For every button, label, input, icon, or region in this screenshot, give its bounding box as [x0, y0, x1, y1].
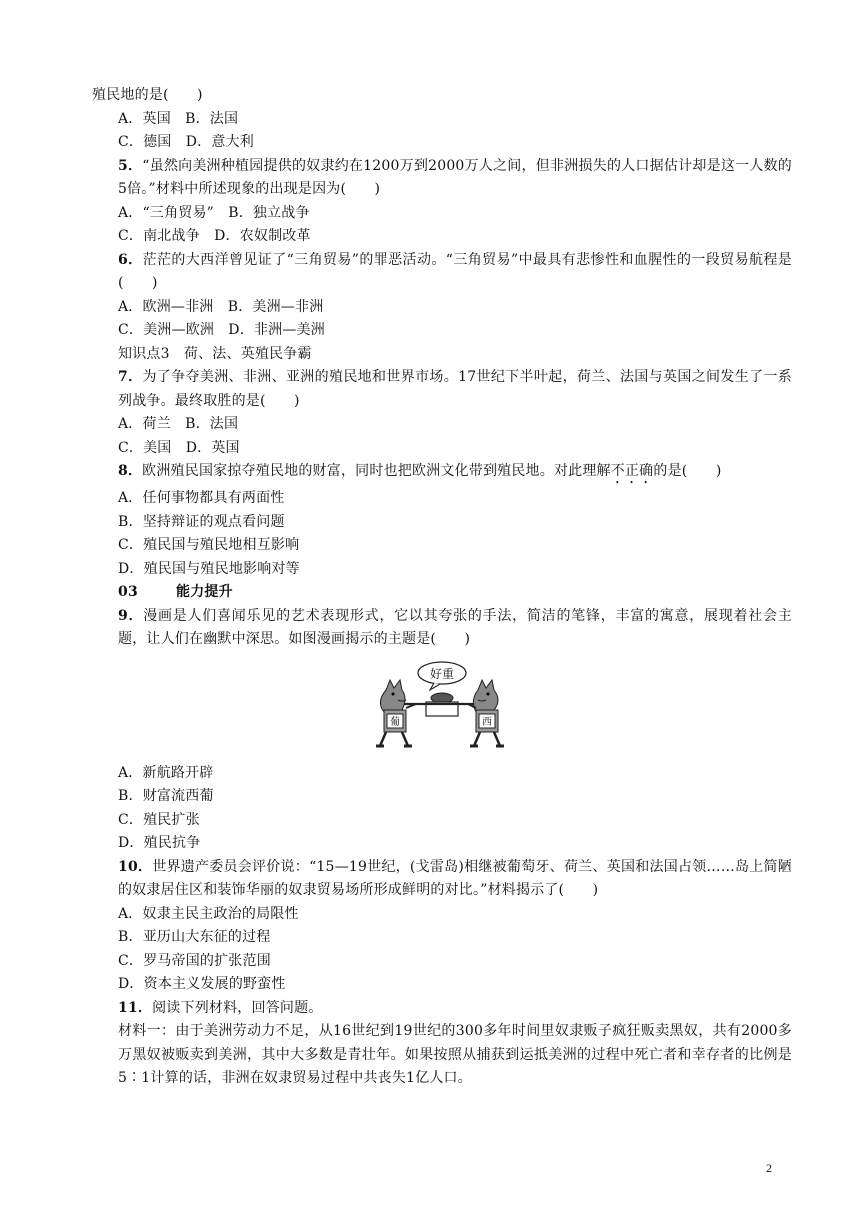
q7-options-cd: C．美国 D．英国	[118, 439, 240, 456]
question-text: 茫茫的大西洋曾见证了“三角贸易”的罪恶活动。“三角贸易”中最具有悲惨性和血腥性的一段贸易航程是( )	[118, 251, 792, 291]
section-title: 能力提升	[176, 584, 233, 600]
emphasized-text: 不正确	[610, 463, 654, 479]
question-text-pre: 欧洲殖民国家掠夺殖民地的财富，同时也把欧洲文化带到殖民地。对此理解	[142, 463, 611, 479]
q9-option-d: D．殖民抗争	[118, 835, 201, 851]
q6-options-cd: C．美洲—欧洲 D．非洲—美洲	[118, 322, 325, 338]
question-5	[92, 155, 792, 202]
question-7	[92, 366, 792, 413]
question-number: 5．	[118, 157, 143, 174]
question-text: 为了争夺美洲、非洲、亚洲的殖民地和世界市场。17世纪下半叶起，荷兰、法国与英国之间发生了一系列战争。最终取胜的是( )	[118, 369, 792, 409]
question-10	[92, 856, 792, 903]
q5-options-cd: C．南北战争 D．农奴制改革	[118, 228, 311, 244]
question-11	[92, 997, 792, 1021]
q10-option-d: D．资本主义发展的野蛮性	[118, 976, 286, 992]
q9-option-a: A．新航路开辟	[118, 764, 214, 781]
section-number: 03	[118, 584, 138, 600]
material-1: 材料一：由于美洲劳动力不足，从16世纪到19世纪的300多年时间里奴隶贩子疯狂贩卖黑奴，共有2000多万黑奴被贩卖到美洲，其中大多数是青壮年。如果按照从捕获到运抵美洲的过程中死亡者和幸存者的比例是5∶1计算的话，非洲在奴隶贸易过程中共丧失1亿人口。	[118, 1023, 792, 1086]
q8-option-b: B．坚持辩证的观点看问题	[118, 513, 285, 530]
q5-options-ab: A．“三角贸易” B．独立战争	[118, 204, 310, 221]
q10-option-a: A．奴隶主民主政治的局限性	[118, 905, 299, 922]
question-number: 6．	[118, 251, 143, 268]
question-6	[92, 249, 792, 296]
question-text: 世界遗产委员会评价说：“15—19世纪，(戈雷岛)相继被葡萄牙、荷兰、英国和法国占领……岛上简陋的奴隶居住区和装饰华丽的奴隶贸易场所形成鲜明的对比。”材料揭示了( )	[118, 858, 792, 898]
document-page	[92, 84, 792, 1091]
q10-option-c: C．罗马帝国的扩张范围	[118, 952, 271, 969]
q10-option-b: B．亚历山大东征的过程	[118, 929, 271, 945]
q8-option-a: A．任何事物都具有两面性	[118, 490, 285, 506]
question-text: 阅读下列材料，回答问题。	[152, 999, 323, 1016]
question-8	[92, 460, 792, 487]
left-sign-text: 葡	[390, 716, 400, 728]
q7-options-ab: A．荷兰 B．法国	[118, 416, 239, 432]
right-sign-text: 西	[482, 716, 492, 728]
page-number: 2	[766, 1161, 772, 1175]
q4-stem-tail: 殖民地的是( )	[92, 87, 203, 103]
knowledge-point-3: 知识点3 荷、法、英殖民争霸	[118, 345, 312, 362]
right-devil-figure	[468, 680, 504, 746]
question-number: 9．	[118, 607, 144, 624]
question-number: 7．	[118, 369, 143, 385]
left-devil-figure	[376, 680, 416, 746]
q9-option-c: C．殖民扩张	[118, 811, 200, 828]
section-heading	[92, 581, 792, 605]
question-text: “虽然向美洲种植园提供的奴隶约在1200万到2000万人之间，但非洲损失的人口据估计却是这一人数的5倍。”材料中所述现象的出现是因为( )	[118, 157, 792, 197]
bubble-text: 好重	[429, 666, 455, 681]
q6-options-ab: A．欧洲—非洲 B．美洲—非洲	[118, 298, 324, 315]
cartoon-illustration	[372, 660, 512, 750]
question-text-post: 的是( )	[653, 463, 722, 479]
question-number: 10．	[118, 858, 153, 875]
q8-option-d: D．殖民国与殖民地影响对等	[118, 560, 300, 577]
q4-options-ab: A．英国 B．法国	[118, 110, 239, 127]
q8-option-c: C．殖民国与殖民地相互影响	[118, 537, 300, 553]
question-number: 8．	[118, 463, 143, 479]
question-text: 漫画是人们喜闻乐见的艺术表现形式，它以其夸张的手法，简洁的笔锋，丰富的寓意，展现着社会主题，让人们在幽默中深思。如图漫画揭示的主题是( )	[118, 607, 792, 647]
question-9	[92, 605, 792, 652]
question-number: 11．	[118, 999, 153, 1016]
q4-options-cd: C．德国 D．意大利	[118, 134, 254, 150]
q9-option-b: B．财富流西葡	[118, 788, 214, 804]
cartoon-figure	[372, 660, 512, 750]
